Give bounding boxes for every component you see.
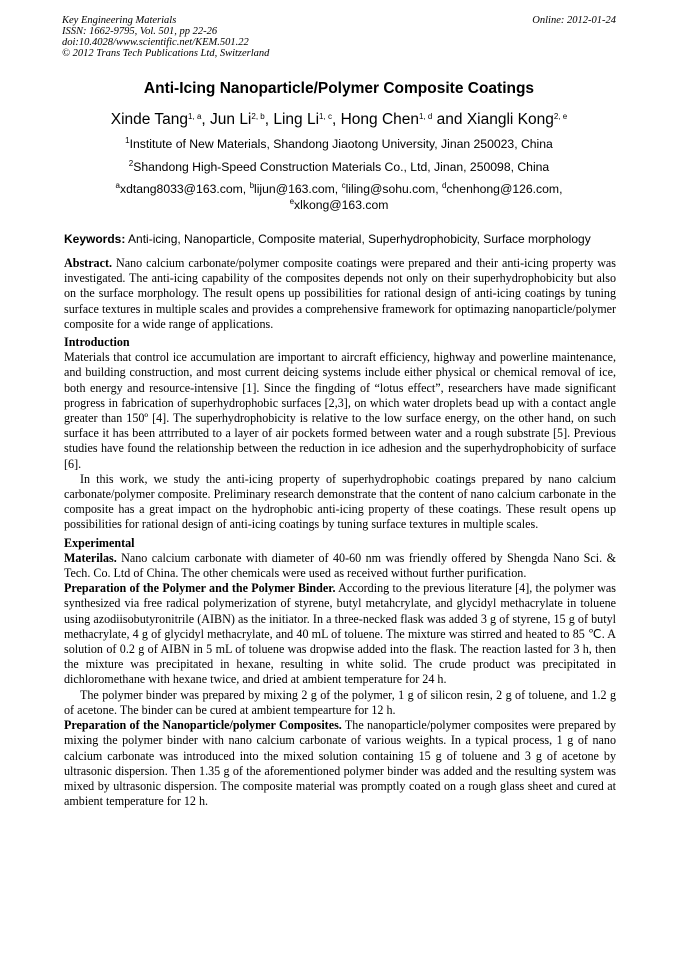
author-affiliation-mark: 1, c	[319, 112, 332, 121]
email-b: lijun@163.com,	[254, 182, 342, 196]
affiliation-text: Shandong High-Speed Construction Materials Co., Ltd, Jinan, 250098, China	[133, 160, 550, 174]
journal-name: Key Engineering Materials	[62, 15, 177, 26]
materials-text: Nano calcium carbonate with diameter of 40-60 nm was friendly offered by Shengda Nano Sci. & Tech. Co. Ltd of China. The other chemicals were used as received without further purification.	[64, 550, 616, 581]
email-d: chenhong@126.com,	[446, 182, 563, 196]
author-separator: ,	[331, 111, 341, 128]
paper-title: Anti-Icing Nanoparticle/Polymer Composite Coatings	[143, 80, 535, 97]
email-line-1: $^a$xdtang8033@163.com, $^b$lijun@163.com, $^c$liling@sohu.com, $^d$chenhong@126.com,	[115, 181, 563, 196]
author-affiliation-mark: 1, d	[419, 112, 433, 121]
abstract-label: Abstract.	[64, 256, 113, 270]
doi-line: doi:10.4028/www.scientific.net/KEM.501.22	[62, 37, 249, 48]
abstract	[64, 256, 616, 332]
materials-label: Materilas.	[64, 550, 117, 565]
affiliation-mark: 2	[128, 159, 134, 168]
author-name: Ling Li	[273, 111, 320, 128]
author-separator: ,	[264, 111, 274, 128]
affiliation-2	[0, 160, 678, 174]
keywords	[64, 232, 616, 246]
paper-body	[64, 256, 616, 809]
introduction-paragraph-2: In this work, we study the anti-icing property of superhydrophobic coatings prepared by nano calcium carbonate/polymer composite. Preliminary research demonstrate that the content of nano calcium carbonate in the composite has a great impact on the hydrophobic anti-icing property of these coatings. These result opens up possibilities for rational design of anti-icing coatings by tuning surface textures in multiple scales.	[64, 471, 616, 532]
binder-paragraph: The polymer binder was prepared by mixing 2 g of the polymer, 1 g of silicon resin, 2 g of toluene, and 1.2 g of acetone. The binder can be cured at ambient tempearture for 12 h.	[64, 687, 616, 717]
author-affiliation-mark: 2, b	[251, 112, 265, 121]
affiliation-text: Institute of New Materials, Shandong Jiaotong University, Jinan 250023, China	[129, 137, 553, 151]
materials-paragraph	[64, 551, 616, 581]
keywords-text: Anti-icing, Nanoparticle, Composite material, Superhydrophobicity, Surface morphology	[125, 232, 591, 246]
author-separator: ,	[201, 111, 211, 128]
author-name: Jun Li	[210, 111, 252, 128]
composite-paragraph	[64, 718, 616, 809]
abstract-text: Nano calcium carbonate/polymer composite coatings were prepared and their anti-icing property was investigated. The anti-icing capability of the composites depends not only on their superhydrophobicity but also on the surface morphology. The result opens up possibilities for rational design of anti-icing coatings by tuning surface textures in multiple scales and provides a comprehensive framework for optimazing nanoparticle/polymer composite for a wide range of applications.	[64, 256, 616, 331]
journal-header	[62, 15, 616, 59]
issn-line: ISSN: 1662-9795, Vol. 501, pp 22-26	[62, 26, 218, 37]
experimental-heading: Experimental	[64, 535, 135, 550]
email-c: liling@sohu.com,	[345, 182, 442, 196]
polymer-text: According to the previous literature [4], the polymer was synthesized via free radical polymerization of styrene, butyl metahcrylate, and glycidyl methacrylate in toluene using azodiisobutyronitrile (AIBN) as the initiator. In a three-necked flask was added 3 g of styrene, 15 g of butyl methacrylate, 4 g of glycidyl methacrylate, and 40 mL of toluene. The mixture was stirred and heated to 85 ℃. A solution of 0.2 g of AIBN in 5 mL of toluene was dropwise added into the flask. The reaction lasted for 3 h, then the mixture was precipitated in hexane, resulting in white solid. The crude product was precipitated in dichloromethane with hexane twice, and dried at ambient temperature for 24 h.	[64, 581, 617, 687]
affiliation-mark: 1	[125, 136, 130, 145]
composite-label: Preparation of the Nanoparticle/polymer Composites.	[64, 718, 342, 733]
introduction-heading: Introduction	[64, 335, 130, 350]
introduction-paragraph-1: Materials that control ice accumulation are important to aircraft efficiency, highway and powerline maintenance, and building construction, and most current deicing systems include either physical or chemical removal of ice, both energy and resource-intensive [1]. Since the fingding of “lotus effect”, researchers have made significant progress in fabrication of superhydrophobic surfaces [2,3], on which water droplets bead up with a contact angle greater than 150º [4]. The superhydrophobicity is relative to the low surface energy, on the other hand, on such surface it has been attrributed to a layer of air pockets formed between water and a rough substrate [5]. Previous studies have found the relationship between the reduction in ice adhesion and the superhydrophobicity of surface [6].	[64, 350, 616, 471]
affiliation-1	[0, 137, 678, 151]
polymer-label: Preparation of the Polymer and the Polymer Binder.	[64, 581, 336, 596]
author-name: Hong Chen	[340, 111, 419, 128]
author-affiliation-mark: 2, e	[553, 112, 568, 121]
keywords-label: Keywords:	[64, 232, 126, 246]
email-line-2: $^e$xlkong@163.com	[289, 197, 389, 212]
polymer-paragraph	[64, 581, 616, 687]
author-name: Xinde Tang	[110, 111, 189, 128]
composite-text: The nanoparticle/polymer composites were prepared by mixing the polymer binder with nano calcium carbonate of various weights. In a typical process, 1 g of nano calcium carbonate was introduced into the mixed solution containing 15 g of toluene and 3 g of acetone by ultrasonic dispersion. Then 1.35 g of the aforementioned polymer binder was added and the resulting system was mixed by ultrasonic dispersion. The composite material was promptly coated on a rough glass sheet and cured at ambient temperature for 12 h.	[64, 718, 616, 809]
author-name: Xiangli Kong	[466, 111, 554, 128]
author-affiliation-mark: 1, a	[188, 112, 202, 121]
author-list	[0, 111, 678, 129]
online-date: Online: 2012-01-24	[532, 15, 616, 26]
email-a: xdtang8033@163.com,	[119, 182, 250, 196]
copyright-line: © 2012 Trans Tech Publications Ltd, Switzerland	[62, 48, 270, 59]
author-separator: and	[432, 111, 467, 128]
email-e: xlkong@163.com	[294, 198, 389, 212]
